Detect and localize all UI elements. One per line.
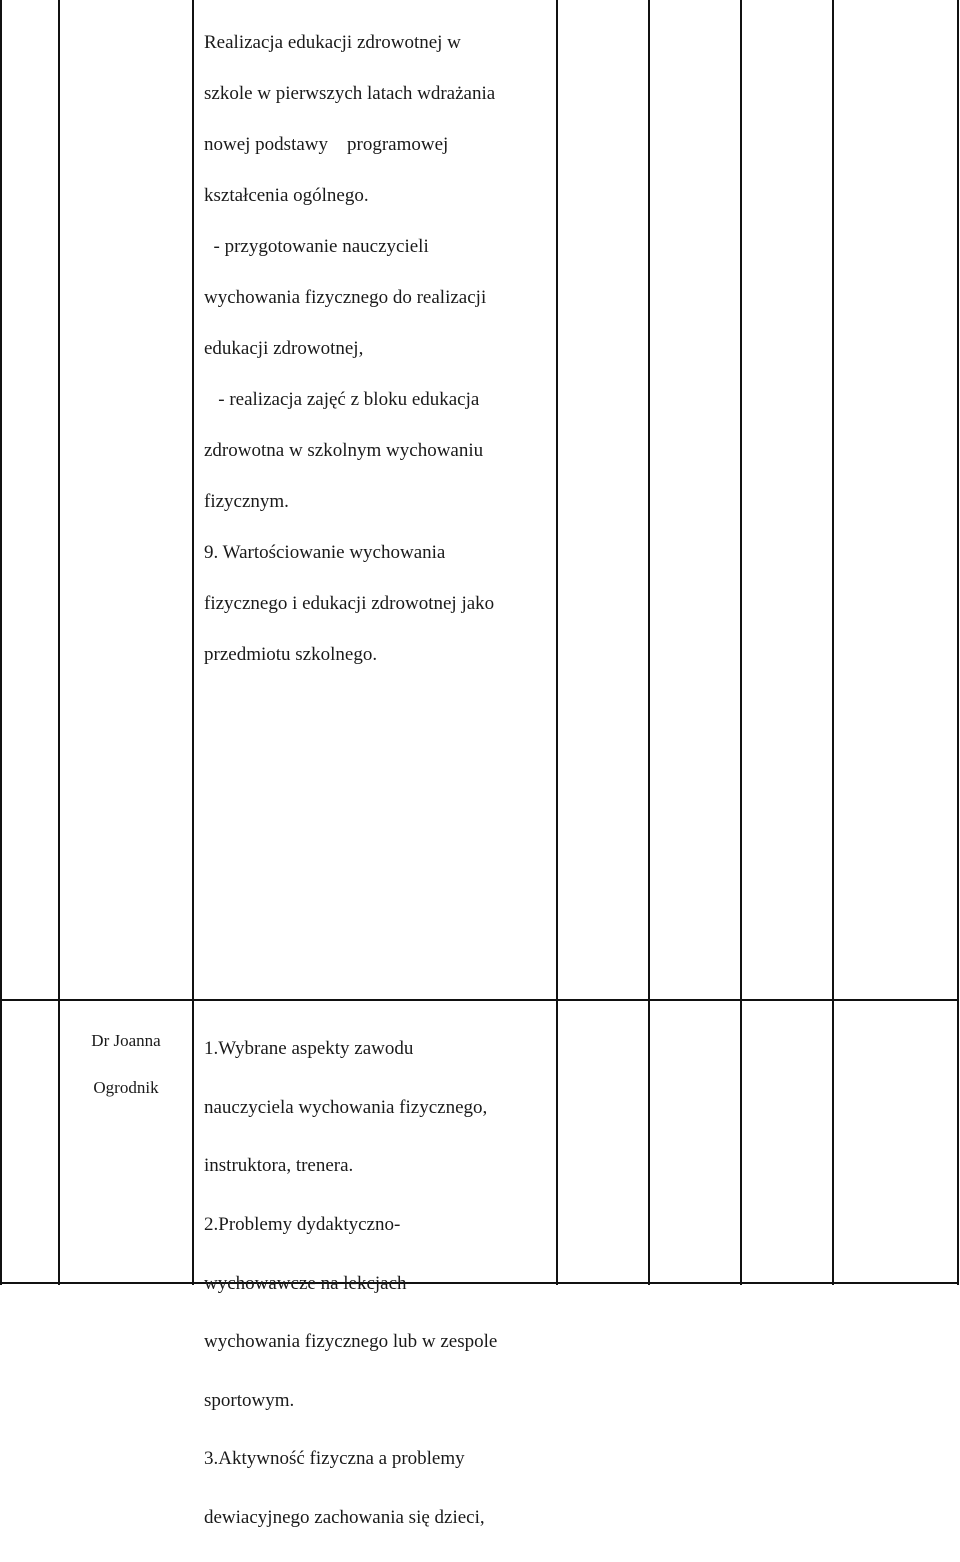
topic-line: przedmiotu szkolnego. <box>204 643 378 665</box>
topic-line: sportowym. <box>204 1389 295 1411</box>
topic-line: 2.Problemy dydaktyczno- <box>204 1214 401 1236</box>
lecturer-name-line: Ogrodnik <box>93 1077 159 1097</box>
topic-line: nowej podstawy programowej <box>204 133 449 155</box>
topic-line: wychowawcze na lekcjach <box>204 1272 407 1294</box>
lecturer-name-line: Dr Joanna <box>91 1030 161 1050</box>
topic-line: 1.Wybrane aspekty zawodu <box>204 1038 414 1060</box>
topic-line: - realizacja zajęć z bloku edukacja <box>204 388 480 410</box>
table-border-left <box>0 0 2 1285</box>
topic-line: nauczyciela wychowania fizycznego, <box>204 1096 488 1118</box>
topic-line: fizycznym. <box>204 490 289 512</box>
column-divider-1 <box>58 0 60 1285</box>
topic-line: 9. Wartościowanie wychowania <box>204 541 446 563</box>
row-divider <box>0 999 959 1001</box>
topics-cell-row-2 <box>204 1005 554 1562</box>
table-border-right <box>957 0 959 1285</box>
topic-line: - przygotowanie nauczycieli <box>204 235 429 257</box>
topic-line: dewiacyjnego zachowania się dzieci, <box>204 1507 485 1529</box>
topic-line: instruktora, trenera. <box>204 1155 354 1177</box>
column-divider-2 <box>192 0 194 1285</box>
topic-line: wychowania fizycznego lub w zespole <box>204 1331 498 1353</box>
topic-line: wychowania fizycznego do realizacji <box>204 286 487 308</box>
topic-line: szkole w pierwszych latach wdrażania <box>204 82 496 104</box>
topic-line: 3.Aktywność fizyczna a problemy <box>204 1448 465 1470</box>
topics-cell-row-1 <box>204 4 554 693</box>
lecturer-cell-row-2 <box>62 1005 190 1123</box>
column-divider-4 <box>648 0 650 1285</box>
topic-line: edukacji zdrowotnej, <box>204 337 364 359</box>
column-divider-3 <box>556 0 558 1285</box>
column-divider-5 <box>740 0 742 1285</box>
column-divider-6 <box>832 0 834 1285</box>
topic-line: kształcenia ogólnego. <box>204 184 369 206</box>
topic-line: zdrowotna w szkolnym wychowaniu <box>204 439 484 461</box>
topic-line: fizycznego i edukacji zdrowotnej jako <box>204 592 495 614</box>
topic-line: Realizacja edukacji zdrowotnej w <box>204 31 461 53</box>
